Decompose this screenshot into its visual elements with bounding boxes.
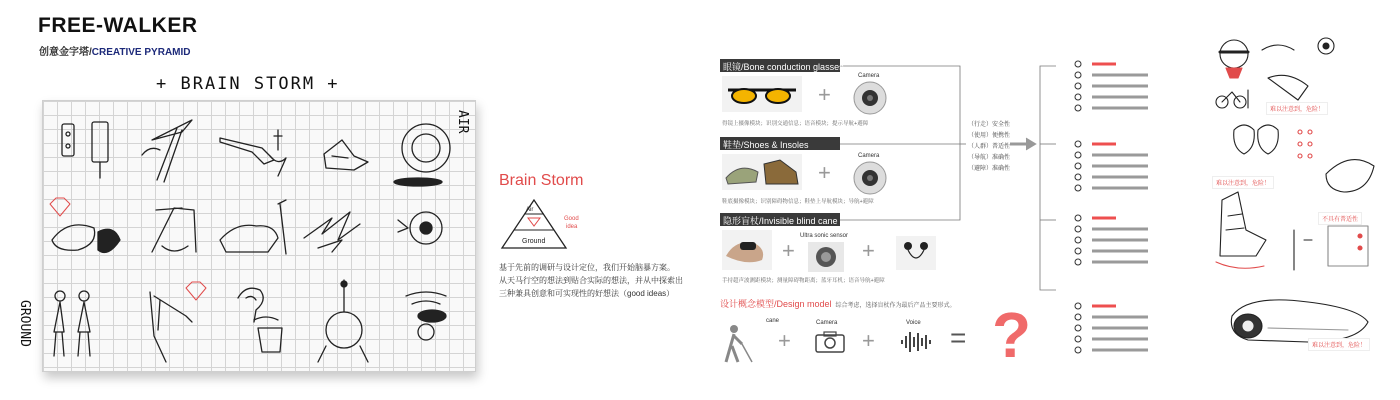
sketch-glasses-icon: [220, 130, 286, 176]
equals-sign: =: [950, 322, 967, 353]
sketch-red-gem-icon-2: [186, 282, 206, 300]
sketch-note: 不具有普适性: [1318, 212, 1362, 225]
sketch-ear-icon: [238, 288, 263, 322]
evaluation-bars: [1070, 60, 1180, 360]
design-label-camera: Camera: [816, 320, 838, 326]
camera-photo: [852, 160, 888, 196]
sketch-folding-cane-icon: [152, 208, 196, 252]
criteria-icon: [1075, 72, 1081, 78]
concept-glasses-caption: 得镜上摄像模块；识别交通信息；语音模块；提示导航+避障: [722, 121, 869, 127]
concept-cane-title: 隐形盲杖/Invisible blind cane: [723, 216, 838, 226]
score-bar: [1092, 316, 1148, 319]
sketch-umbrella-cane-icon: [142, 120, 192, 182]
criteria-icon: [1075, 163, 1081, 169]
plus-icon: +: [818, 82, 831, 107]
score-bar: [1092, 176, 1148, 179]
criteria-icon: [1075, 336, 1081, 342]
sketch-bent-cane-icon: [150, 292, 192, 362]
sketch-shoe-icon: [324, 140, 368, 170]
criteria-icon: [1075, 94, 1081, 100]
property-item: （避障）准确性: [968, 166, 1011, 172]
sketch-boot-icon: [1216, 192, 1368, 270]
property-item: （使用）便携性: [968, 133, 1011, 139]
criteria-icon: [1075, 174, 1081, 180]
sketch-insole-icon: [52, 225, 120, 253]
ground-axis-label: GROUND: [17, 300, 32, 347]
brain-storm-description: [499, 261, 683, 300]
score-bar-highlight: [1092, 305, 1116, 308]
camera-icon: [814, 330, 846, 354]
plus-icon: +: [862, 238, 875, 263]
criteria-icon: [1075, 248, 1081, 254]
property-item: （人群）普适性: [968, 144, 1011, 150]
score-bar: [1092, 107, 1148, 110]
design-model-title: 设计概念模型/Design model: [720, 299, 832, 309]
criteria-icon: [1075, 226, 1081, 232]
camera-label: Camera: [858, 73, 880, 79]
score-bar: [1092, 96, 1148, 99]
sketch-ring-sensor-icon: [406, 292, 446, 340]
criteria-icon: [1075, 152, 1081, 158]
score-bar-highlight: [1092, 63, 1116, 66]
score-bar: [1092, 165, 1148, 168]
criteria-icon: [1075, 105, 1081, 111]
glasses-photo: [722, 76, 802, 112]
concept-sketches-column: [1208, 30, 1380, 360]
sketch-phone-device-icon: [62, 122, 108, 178]
sketch-note: 难以注意到，危险！: [1308, 338, 1370, 351]
concept-shoes-caption: 鞋底摄像模块；识别障碍物信息；鞋垫上导航模块；导航+避障: [722, 199, 874, 205]
page-subtitle: [39, 43, 191, 58]
score-bar: [1092, 74, 1148, 77]
air-axis-label: AIR: [455, 110, 470, 134]
concept-glasses-title: 眼镜/Bone conduction glasses: [723, 62, 844, 72]
criteria-icon: [1075, 314, 1081, 320]
score-bar: [1092, 85, 1148, 88]
concept-shoes-title: 鞋垫/Shoes & Insoles: [723, 140, 809, 150]
criteria-icon: [1075, 325, 1081, 331]
score-bar: [1092, 338, 1148, 341]
description-line: 三种兼具创意和可实现性的好想法（good ideas）: [499, 289, 675, 298]
question-mark: ?: [992, 299, 1032, 371]
subtitle-cn: 创意金字塔/: [39, 47, 92, 58]
sketch-two-figures-icon: [54, 291, 90, 356]
camera-label: Camera: [858, 153, 880, 159]
sketch-wheel-device-icon: [394, 124, 450, 186]
shoes-photo: [722, 154, 802, 190]
pyramid-bottom-label: Ground: [522, 238, 546, 245]
subtitle-en: CREATIVE PYRAMID: [91, 47, 191, 58]
design-model-heading: [720, 297, 956, 310]
design-label-cane: cane: [766, 318, 780, 324]
criteria-icon: [1075, 185, 1081, 191]
concept-shoes-header: [720, 137, 840, 150]
pyramid-note-good: Good: [564, 216, 579, 222]
property-item: （导航）准确性: [968, 155, 1011, 161]
sensor-label: Ultra sonic sensor: [800, 233, 849, 239]
sketch-scribble-icon: [304, 212, 360, 252]
score-bar: [1092, 349, 1148, 352]
score-bar-highlight: [1092, 217, 1116, 220]
sketch-round-robot-icon: [318, 280, 368, 362]
brainstorm-heading: + BRAIN STORM +: [156, 74, 340, 94]
creative-pyramid-diagram: [500, 198, 590, 250]
camera-photo: [852, 80, 888, 116]
sketch-hand-device-icon: [220, 200, 286, 254]
property-item: （行走）安全性: [968, 122, 1011, 128]
sketch-handheld-device-icon: [1231, 300, 1368, 342]
plus-icon: +: [778, 328, 791, 353]
description-line: 基于先前的调研与设计定位，我们开始脑暴方案。: [499, 263, 675, 272]
voice-waveform-icon: [900, 330, 934, 354]
score-bar-highlight: [1092, 143, 1116, 146]
sketch-note: 难以注意到，危险！: [1266, 102, 1328, 115]
sketch-red-gem-icon: [50, 198, 70, 216]
score-bar: [1092, 154, 1148, 157]
criteria-icon: [1075, 215, 1081, 221]
concept-glasses-header: [720, 59, 844, 72]
walking-person-icon: [722, 324, 758, 364]
criteria-icon: [1075, 83, 1081, 89]
sketch-note: 难以注意到，危险！: [1212, 176, 1274, 189]
plus-icon: +: [862, 328, 875, 353]
brainstorm-sketches: [42, 100, 476, 372]
score-bar: [1092, 239, 1148, 242]
page-title: FREE-WALKER: [38, 14, 198, 37]
concept-cane-caption: 手持超声波测距模块；测量障碍物距离；蓝牙耳机；语音导航+避障: [722, 278, 885, 284]
sketch-head-glasses-icon: [1216, 38, 1334, 108]
brain-storm-title: Brain Storm: [499, 172, 584, 189]
sketch-app-phone-icon: [254, 317, 282, 352]
plus-icon: +: [818, 160, 831, 185]
criteria-icon: [1075, 303, 1081, 309]
earphones-photo: [896, 236, 936, 270]
plus-icon: +: [782, 238, 795, 263]
design-model-note: 综合考虑，选择盲杖作为最后产品主要形式。: [835, 303, 956, 309]
ultrasonic-sensor-photo: [808, 242, 844, 272]
criteria-icon: [1075, 61, 1081, 67]
description-line: 从天马行空的想法到贴合实际的想法，并从中探索出: [499, 276, 683, 285]
concept-cane-header: [720, 213, 840, 226]
design-label-voice: Voice: [906, 320, 921, 326]
criteria-icon: [1075, 347, 1081, 353]
properties-list: [968, 120, 1010, 175]
hand-device-photo: [722, 230, 772, 270]
pyramid-top-label: Air: [526, 207, 534, 213]
score-bar: [1092, 261, 1148, 264]
score-bar: [1092, 228, 1148, 231]
score-bar: [1092, 187, 1148, 190]
pyramid-note-idea: idea: [566, 224, 578, 230]
criteria-icon: [1075, 259, 1081, 265]
criteria-icon: [1075, 141, 1081, 147]
score-bar: [1092, 250, 1148, 253]
score-bar: [1092, 327, 1148, 330]
sketch-eye-sensor-icon: [398, 212, 442, 244]
criteria-icon: [1075, 237, 1081, 243]
